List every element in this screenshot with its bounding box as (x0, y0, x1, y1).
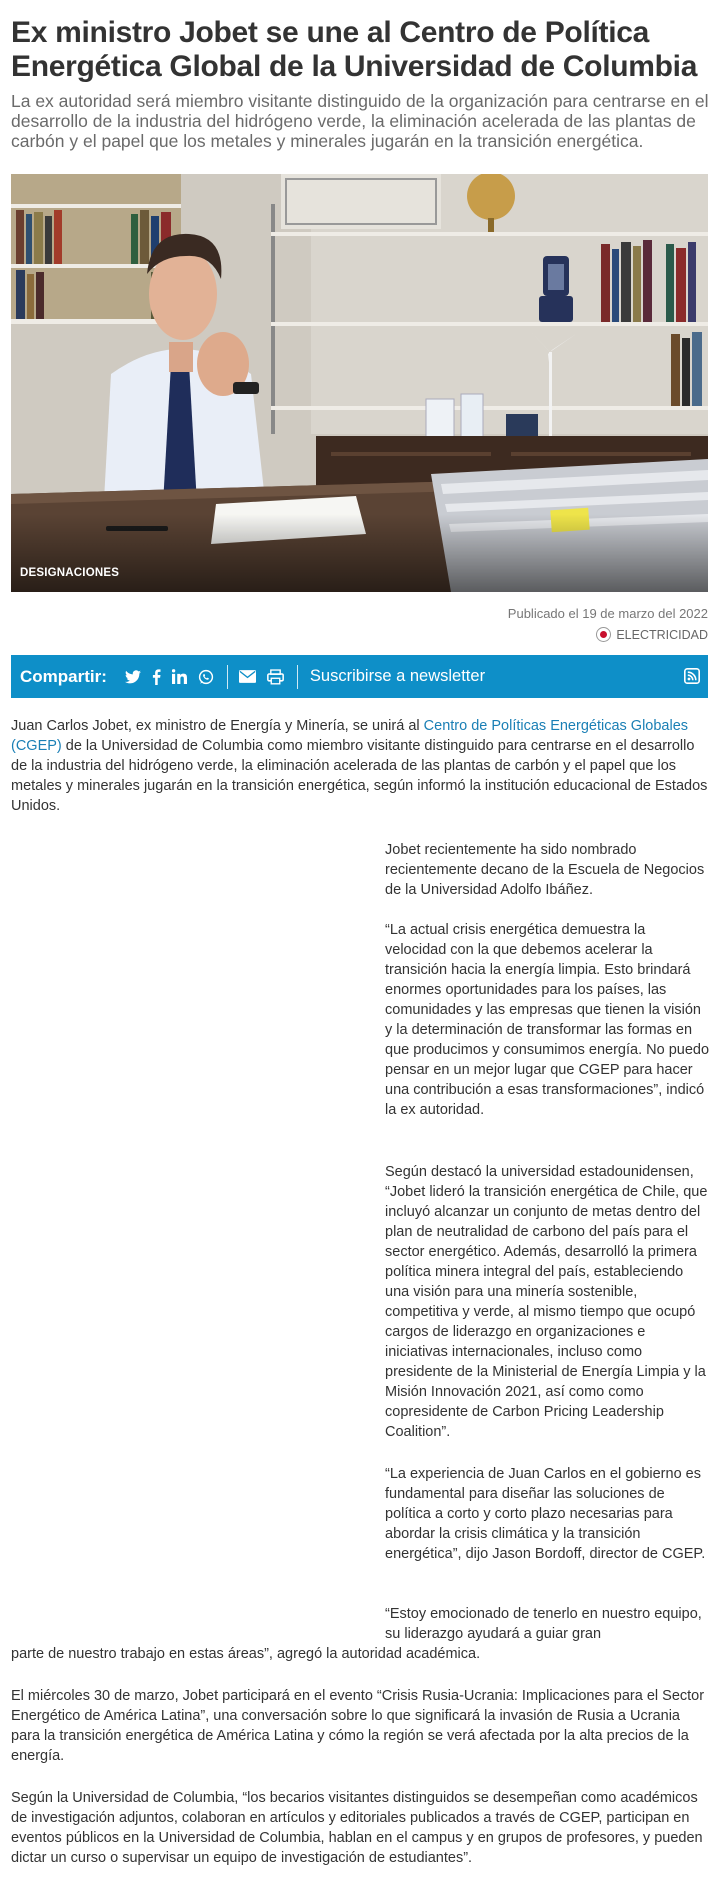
paragraph-3: “La actual crisis energética demuestra la velocidad con la que debemos acelerar la transición hacia la energía limpia. Esto brindará enormes oportunidades para los países, las comunidades y las empresas que tienen la visión y la determinación de transformar las formas en que producimos y consumimos energía. No puedo pensar en un mejor lugar que CGEP para hacer una contribución a esas transformaciones”, indicó la ex autoridad. (385, 922, 710, 1118)
article-subtitle: La ex autoridad será miembro visitante distinguido de la organización para centrarse en el desarrollo de la industria del hidrógeno verde, la eliminación acelerada de las plantas de carbón y el papel que los metales y minerales jugarán en la transición energética. (11, 91, 709, 151)
paragraph-8: Según la Universidad de Columbia, “los becarios visitantes distinguidos se desempeñan como académicos de investigación adjuntos, colaboran en artículos y editoriales publicados a través de CGEP, participan en eventos públicos en la Universidad de Columbia, hablan en el campus y en grupos de profesores, y pueden dictar un curso o supervisar un equipo de investigación de estudiantes”. (11, 1790, 703, 1866)
share-label: Compartir: (20, 666, 107, 686)
rss-icon[interactable] (684, 668, 700, 689)
newsletter-link[interactable]: Suscribirse a newsletter (309, 667, 486, 685)
whatsapp-icon[interactable] (198, 667, 214, 687)
print-icon[interactable] (267, 667, 284, 687)
hero-photo-illustration (11, 174, 708, 592)
paragraph-intro (11, 716, 711, 816)
facebook-icon[interactable] (152, 667, 161, 687)
image-category-label: DESIGNACIONES (20, 567, 120, 579)
paragraph-intro-text-end: de la Universidad de Columbia como miembro visitante distinguido para centrarse en el desarrollo de la industria del hidrógeno verde, la eliminación acelerada de las plantas de carbón y el papel que los metales y minerales jugarán en la transición energética, según informó la institución educacional de Estados Unidos. (11, 738, 708, 814)
share-separator (227, 665, 228, 689)
paragraph-6-start: “Estoy emocionado de tenerlo en nuestro equipo, su liderazgo ayudará a guiar gran (385, 1606, 702, 1642)
paragraph-intro-text: Juan Carlos Jobet, ex ministro de Energía y Minería, se unirá al (11, 718, 424, 734)
category-icon (596, 627, 611, 642)
paragraph-2: Jobet recientemente ha sido nombrado recientemente decano de la Escuela de Negocios de la Universidad Adolfo Ibáñez. (385, 842, 705, 898)
linkedin-icon[interactable] (172, 667, 187, 687)
cgep-link[interactable]: Centro de Políticas Energéticas Globales (CGEP) (11, 718, 689, 754)
paragraph-7: El miércoles 30 de marzo, Jobet participará en el evento “Crisis Rusia-Ucrania: Implicaciones para el Sector Energético de América Latina”, una conversación sobre lo que significará la invasión de Rusia a Ucrania para la transición energética de América Latina y cómo la región se verá afectada por la alta precios de la energía. (11, 1688, 705, 1764)
hero-image (11, 174, 708, 592)
paragraph-4: Según destacó la universidad estadounidensen, “Jobet lideró la transición energética de Chile, que incluyó alcanzar un conjunto de metas dentro del plan de neutralidad de carbono del país para el sector energético. Además, desarrolló la primera política minera integral del país, estableciendo una visión para una minería sostenible, competitiva y verde, al mismo tiempo que ocupó cargos de liderazgo en organizaciones e iniciativas internacionales, incluso como presidente de la Ministerial de Energía Limpia y la Misión Innovación 2021, así como como copresidente de Carbon Pricing Leadership Coalition”. (385, 1164, 708, 1440)
publish-date: Publicado el 19 de marzo del 2022 (507, 606, 708, 621)
email-icon[interactable] (239, 667, 256, 687)
paragraph-6-end: parte de nuestro trabajo en estas áreas”, agregó la autoridad académica. (11, 1646, 481, 1662)
category-tag[interactable] (596, 627, 708, 642)
share-bar (11, 655, 708, 698)
share-separator (297, 665, 298, 689)
twitter-icon[interactable] (125, 667, 141, 687)
category-label: ELECTRICIDAD (616, 627, 708, 642)
article-title: Ex ministro Jobet se une al Centro de Política Energética Global de la Universidad de Columbia (11, 16, 698, 83)
paragraph-5: “La experiencia de Juan Carlos en el gobierno es fundamental para diseñar las soluciones de política a corto y corto plazo necesarias para abordar la crisis climática y la transición energética”, dijo Jason Bordoff, director de CGEP. (385, 1466, 706, 1562)
